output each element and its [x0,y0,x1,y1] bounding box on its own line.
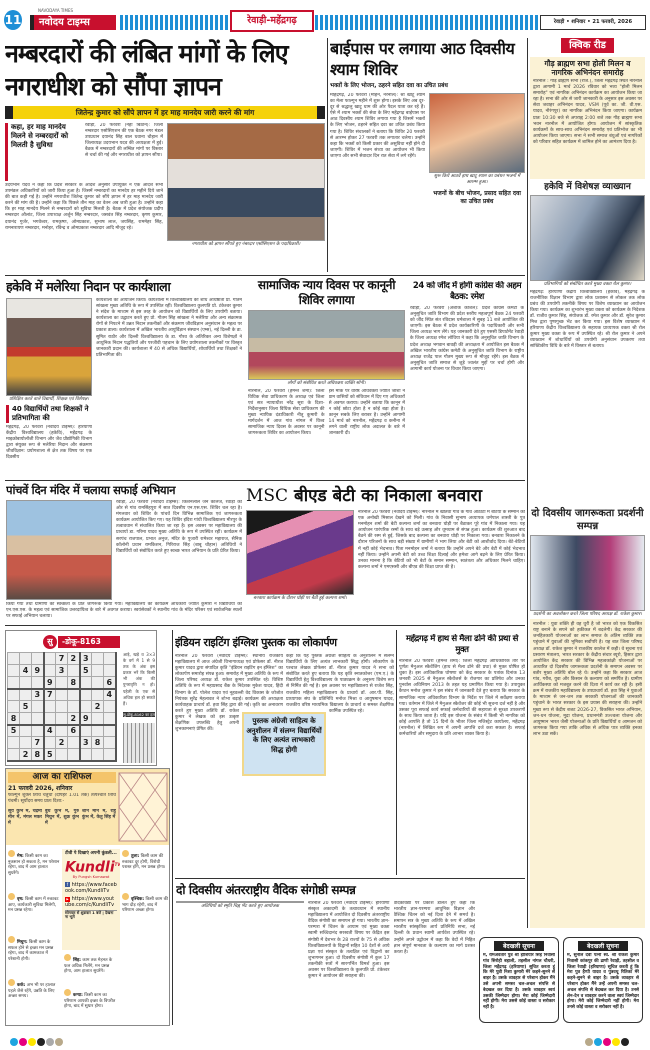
book-pullquote: पुस्तक अंग्रेजी साहित्य के अनुशीलन में संलग्न विद्यार्थियों के लिए अत्यंत लाभकारी सिद्ध होगी [242,712,326,776]
sudoku-cell[interactable] [68,737,80,749]
quick-read-title-3: दो दिवसीय जागरूकता प्रदर्शनी सम्पन्न [531,507,644,532]
zodiac-icon [122,893,129,900]
zodiac-icon [64,989,71,996]
sudoku-instructions: आड़े, खड़े व 3×3 के वर्ग में 1 से 9 तक के अंक इस प्रकार भरें कि किसी भी अंक की पुनरावृत्ति न हो। पहेली के एक से अधिक हल हो सकते हैं। [123,652,155,706]
vedic-body-2: वैदिकविद्या पर प्रकाश डालते हुए कहा कि भारतीय ज्ञान-परम्परा आधुनिक विज्ञान और वैश्विक चिंतन को नई दिशा देने में समर्थ है। समापन सत्र के मुख्य अतिथि के रूप में अखिल भारतीय सांस्कृतिक आर्य प्रतिनिधि सभा, नई दिल्ली के प्रधान स्वामी आर्यवेश उपस्थित रहे। उन्होंने अपने उद्बोधन में कहा कि वेदों में निहित ज्ञान संपूर्ण मानवता के कल्याण का मार्ग प्रशस्त करता है। [393,901,475,955]
sudoku-cell[interactable]: 7 [44,689,56,701]
sudoku-cell[interactable]: 2 [68,713,80,725]
rashi-name: मेष: [17,854,24,859]
sudoku-solution-grid [123,723,155,763]
zodiac-icon [8,893,15,900]
vedic-caption: अतिथियों को स्मृति चिह्न भेंट करते हुए आयोजक [201,904,279,909]
rashi-item [122,850,168,890]
book-story [175,636,394,874]
shyam-subhead: भक्तों के लिए भोजन, ठहरने सहित दवा का उचित प्रबंध [330,83,448,89]
maila-story [399,634,525,875]
msc-headline-latin: MSC [246,486,289,506]
dateline: रेवाड़ी • शनिवार • 21 फरवरी, 2026 [540,15,646,30]
lead-photo [167,123,325,241]
sudoku-cell[interactable] [20,677,32,689]
sudoku-cell[interactable] [8,749,20,761]
vedic-body: नारनौल 20 फरवरी (नवोदय टाइम्स): हरियाणा संस्कृत अकादमी के तत्वावधान में स्थानीय महाविद्यालय में आयोजित दो दिवसीय अंतरराष्ट्रीय वैदिक संगोष्ठी का समापन हो गया। भारतीय ज्ञान-परम्परा में चिंतन के आयाम एवं मुख्य वक्ता स्वामी सच्चिदानंद सरस्वती विषय पर केंद्रित इस संगोष्ठी में देशभर के 28 राज्यों के 75 से अधिक विश्वविद्यालयों के विद्वानों सहित 10 देशों से आये प्रज्ञा एवं संस्कृत के तत्वज्ञित एवं विद्वानों का शुभागमन हुआ। दो दिवसीय संगोष्ठी में कुल 17 तकनीकी सत्रों में सारगर्भित विमर्श हुआ। इस अवसर पर विश्वविद्यालय के कुलपति प्रो. टंकेश्वर कुमार ने आयोजन की सराहना की। [308,901,390,980]
sudoku-cell[interactable] [56,701,68,713]
kundli-by: By Pungsh Kumawat [72,875,110,880]
book-headline: इंडियन राइटिंग इंग्लिश पुस्तक का लोकार्पण [175,636,337,649]
sudoku-cell[interactable]: 5 [8,725,20,737]
sudoku-cell[interactable] [104,653,116,665]
vedic-photo-column [176,901,304,1025]
sudoku-cell[interactable]: 3 [32,689,44,701]
sudoku-cell[interactable] [104,725,116,737]
malaria-headline: हकेवि में मलेरिया निदान पर कार्यशाला [6,279,171,294]
youtube-icon: ▶ [66,896,69,901]
sudoku-cell[interactable]: 3 [56,665,68,677]
lead-photo-column [167,123,325,271]
shyam-body: मोहेंद्रगढ़, 20 फरवरी (मोहन, नरनौल): श्री खाटू श्याम का मेला फाल्गुन महीने में शुरू होगा। इसके लिए अब दूर-दूर से श्रद्धालु खाटू धाम की ओर पैदल यात्रा कर रहे हैं। ऐसे में श्याम भक्तों की सेवा के लिए महेंद्रगढ़ बाईपास पर आठ दिवसीय श्याम शिविर लगाया गया है जिसमें भक्तों के लिए भोजन, ठहरने सहित दवा का उचित प्रबंध किया गया है। शिविर संचालकों ने बताया कि शिविर 20 फरवरी से आरम्भ होकर 27 फरवरी तक लगातार चलेगा। उन्होंने कहा कि भक्तों को किसी प्रकार की असुविधा नहीं होने दी जाएगी। शिविर में भजन संध्या का आयोजन भी किया जाएगा और सभी सेवादार दिन रात सेवा में लगे रहेंगे। [330,93,425,159]
sudoku-cell[interactable]: 4 [44,725,56,737]
malaria-kicker: 40 विद्यार्थियों तथा शिक्षकों ने प्रतिभागिता की [6,405,92,423]
sudoku-cell[interactable] [104,749,116,761]
sudoku-cell[interactable]: 8 [32,749,44,761]
maila-body: नारनौल 20 फरवरी (हेमन्त शर्मा): जिला महेंद्रगढ़ आधिकारिक तौर पर पूर्णतः मैनुअल स्कैवेंजिंग (हाथ से मैला ढोने की प्रथा) से मुक्त घोषित हो चुका है। इस आधिकारिक घोषणा को केंद्र सरकार के पत्रांक दिनांक 13 जनवरी 2025 से नैनुअल स्कैवेंजर्स के रोजगार का प्रतिषेध और उनका पुनर्वास अधिनियम 2013 के तहत यह प्रमाणित किया गया है। उपायुक्त कैप्टन मनोज कुमार ने इस संबंध में जानकारी देते हुए बताया कि सरकार के सामाजिक न्याय अधिकारिता विभाग के निर्देश पर जिले में सर्वेक्षण कराया गया। वर्तमान में जिले में मैनुअल स्कैवेंजर की कोई भी सूचना दर्ज नहीं है और उसका पूरा सफाई कार्य सफाई कर्मचारियों की सहायता से सुरक्षा उपकरणों के साथ किया जाता है। यदि इस योजना के संबंध में किसी भी नागरिक को कोई आपत्ति है तो 15 दिनों के भीतर जिला मजिस्ट्रेट कार्यालय, महेंद्रगढ़ (नारनौल) में लिखित रूप में अपनी आपत्ति दर्ज करा सकता है। सफाई कर्मचारियों और समुदाय के प्रति आभार व्यक्त किया है। [399,659,525,738]
lead-story [5,37,325,271]
sudoku-cell[interactable] [104,665,116,677]
sudoku-cell[interactable] [20,713,32,725]
rashifal-date: 21 फरवरी 2026, शनिवार [8,785,73,792]
rashi-text: काम तक मेहनत के फल अधिक मिलेंगे, मन प्रसन्न होगा, आम हालात सुधरेंगे। [64,958,113,975]
malaria-caption: प्रशिक्षित करते वाले विद्यार्थी, शिक्षक एवं विशेषज्ञ। [9,397,89,402]
eviction-notice-title: बेदखली सूचना [494,941,544,951]
rashi-name: कन्या: [73,993,83,998]
quick-read-title-1: गौड़ ब्राह्मण सभा होली मिलन व नागरिक अभिनंदन समारोह [544,59,631,77]
lead-headline: नम्बरदारों की लंबित मांगों के लिए नगराधीश को सौंपा ज्ञापन [5,39,288,101]
zodiac-icon [64,954,71,961]
sudoku-cell[interactable]: 8 [92,737,104,749]
sudoku-cell[interactable] [68,689,80,701]
sudoku-cell[interactable] [20,653,32,665]
samajik-caption: लोगों को संबोधित करते अधिवक्ता व्यक्ति सोनी। [287,381,366,386]
sudoku-cell[interactable] [56,749,68,761]
sudoku-cell[interactable] [32,725,44,737]
sudoku-cell[interactable] [32,701,44,713]
exhibition-caption: प्रदर्शनी का अवलोकन करते जिला परिषद अध्यक्ष डॉ. राकेश कुमार। [533,611,642,617]
sudoku-cell[interactable] [80,689,92,701]
sudoku-title: -डोकू-8163 [58,636,120,648]
maila-headline: महेंद्रगढ़ में हाथ से मैला ढोने की प्रथा से मुक्त [405,634,519,655]
sudoku-cell[interactable]: 2 [20,749,32,761]
sudoku-cell[interactable] [56,713,68,725]
malaria-left-column [6,298,92,476]
sudoku-cell[interactable]: 6 [68,725,80,737]
msc-headline [246,485,525,507]
sudoku-cell[interactable]: 7 [32,737,44,749]
sudoku-cell[interactable]: 3 [80,737,92,749]
kundli-tv: TV [114,861,120,867]
zodiac-icon [122,850,129,857]
malaria-body-2: महेंद्रगढ़, 20 फरवरी (नवोदय टाइम्स): हरियाणा केंद्रीय विश्वविद्यालय (हकेवि), महेंद्रगढ़ के माइक्रोबायोलॉजी विभाग और जैव प्रौद्योगिकी विभाग द्वारा संयुक्त रूप से मलेरिया निदान और संक्रमण जीवविज्ञान: प्रयोगशाला से क्षेत्र तक विषय पर एक दिवसीय [6,424,92,461]
lead-top-row [5,123,163,181]
sudoku-cell[interactable]: 3 [80,653,92,665]
sudoku-badge: सु [43,635,57,649]
rashi-text: किसी काम का नुकसान हो सकता है, मन परेशान रहेगा, बाद में आम हालात सुधरेंगे। [8,854,60,876]
vedic-photo [176,901,304,903]
shyam-caption: शुरू किये आठवें हाथ खाटू श्याम का प्रबंधन भजनों में आरम्भ हुआ। [433,174,521,185]
sudoku-cell[interactable] [44,737,56,749]
facebook-link[interactable] [65,882,117,894]
rashi-item [64,954,118,987]
rashi-text: किसी काम में रुकावट आए, कार्यकारी सुविधा मिलेगी, मन प्रसन्न रहेगा। [8,897,59,914]
sudoku-cell[interactable] [56,725,68,737]
rashi-text: किसी काम का परिणाम आपकी इच्छा के विपरीत होगा, बाद में सुधार होगा। [64,993,116,1010]
color-registration-marks-right [585,1031,630,1050]
shyam-photo [429,93,525,173]
rashi-text: किसी काम की रुकावट दूर होगी, विरोधी परास्त होंगे, मन प्रसन्न होगा। [122,854,166,871]
samajik-photo [248,310,405,380]
rashi-item [8,936,60,976]
header-stripes [120,15,538,30]
safai-story [6,483,242,621]
rashi-text: अभ भी पर हालात पहले जैसे रहेंगे, उन्नति के लिए अच्छा समय। [8,983,56,1000]
zodiac-icon [8,979,15,986]
shyam-content [330,93,525,272]
sudoku-cell[interactable] [8,677,20,689]
lead-body: उदयभान यदव ने कहा कि प्रदेश सरकार के आदेश अनुसार उपायुक्त ने एक आदेश सभी उपमंडल अधिकारियों को जारी किया हुआ है। जिसमें नम्बरदारों का मानदेय हर महीने दिये जाने की बात कही गई है। उन्होंने नगराधीश जितेन्द्र कुमार को सौंपे ज्ञापन में हर माह मानदेय जारी करने की मांग की है। उन्होंने कहा कि पिछले तीन माह का वेतन अब जारी हुआ है। उन्होंने कहा कि हर माह मानदेय मिलने से नम्बरदारों को सुविधा मिलती है। बैठक में प्रदेश संयोजक प्रदीप नम्बरदार औलांट, जिला उपाध्यक्ष अर्जुन सिंह नम्बरदार, जसवंत सिंह नम्बरदार, कृष्ण कुमार, दयानंद गुर्जर, भगवेश्वर, रामकृष्ण, ओमप्रकाश, सुभाष लाल, जयसिंह, राममेहर सिंह, रामनारायण नम्बरदार, मनोहर, रविन्द्र व ओमप्रकाश नम्बरदार आदि मौजूद रहे। [5,183,163,231]
msc-caption: बनवारा कार्यक्रम के दौरान घोड़ी पर बैठी हुई कल्पना शर्मा। [253,596,347,601]
sudoku-cell[interactable]: 2 [68,653,80,665]
book-body-text: नारनौल 20 फरवरी (नवोदय टाइम्स): स्थानीय राजकीय महाविद्यालय में आज अंग्रेजी विभागाध्यक्ष एवं प्रोफेसर डॉ. नीरज कुमार यादव द्वारा संपादित कृति "इंडियन राइटिंग इन इंग्लिश" का लोकार्पण समारोह संपन्न हुआ। समारोह में मुख्य अतिथि के रूप में जिला परिषद अध्यक्ष डॉ. राकेश कुमार उपस्थित रहे। विशिष्ट अतिथि के रूप में महाप्रसाद बैंक के निदेशक मुकेश यादव, हिंदी विभाग के डॉ. पोलेश यादव एवं नूहवल्ली वेद विकास के जोजोत नियंत्रक सुरेंद्र मेहलावत ने शोभा बढ़ाई। कार्यक्रम की अध्यक्षता कार्यवाहक प्राचार्य डॉ. हवा सिंह द्वारा की गई। कृति का अनावरण करते हुए मुख्य अतिथि डॉ. राकेश कुमार ने लेखक को इस उत्कृष्ट शैक्षणिक उपलब्धि हेतु अपनी शुभकामनाएं प्रेषित कीं। [175,654,283,733]
sudoku-cell[interactable]: 4 [104,689,116,701]
safai-headline: पांचवें दिन मंदिर में चलाया सफाई अभियान [6,483,176,497]
malaria-story [6,279,242,476]
rashi-text: किसी काम के सफल होने से इच्छा मन प्रसन्न रहेगा, बाद में कामकाज में परेशानी होगी। [8,940,54,962]
edition-label: रेवाड़ी-महेंद्रगढ़ [230,10,314,32]
sudoku-cell[interactable] [92,689,104,701]
sudoku-cell[interactable]: 7 [56,653,68,665]
sudoku-cell[interactable] [80,749,92,761]
sudoku-cell[interactable] [44,665,56,677]
sudoku-cell[interactable] [20,689,32,701]
shyam-photo-column [429,93,525,272]
sudoku-cell[interactable] [8,653,20,665]
samajik-body-2: इस मौके पर वरिष्ठ अधिवक्ता ज्योति जोशी ने ग्राम वासियों को संविधान में दिए गए अधिकारों से अवगत कराया। उन्होंने बताया कि कानून में न कोई छोटा होता है न कोई बड़ा होता है। कानून सबके लिए बराबर है। उन्होंने आगामी 14 मार्च को नारनौल, महेंद्रगढ़ व कनीना में लगने वाली राष्ट्रीय लोक अदालत के बारे में जानकारी दी। [328,388,405,437]
malaria-photo [6,298,92,396]
quick-read-body-1: नारनौल : गौड़ ब्राह्मण सभा (रजि.), जिला महेंद्रगढ़ स्थित नारनौल द्वारा आगामी 1 मार्च 2026 रविवार को भव्य "होली मिलन समारोह" एवं नागरिक अभिनंदन कार्यक्रम का आयोजन किया जा रहा है। सभा की ओर से जारी जानकारी के अनुसार इस अवसर पर सेवा जवाहर अभिनंदन यादव, VSM (पूर्व का. जी. वी.एस. यादव, नौरंगपुर) का नागरिक अभिनंदन किया जाएगा। कार्यक्रम प्रातः 10:30 बजे से अपराह्न 2:00 बजे तक गौड़ ब्राह्मण सभा भवन नारनौल में आयोजित होगा। आयोजन में सांस्कृतिक कार्यक्रमों के साथ-साथ अभिनंदन समारोह एवं प्रतिभोज का भी आयोजन किया जाएगा। सभा ने सभी समाज बंधुओं एवं नागरिकों को परिवार सहित कार्यक्रम में शामिल होने का आमंत्रण दिया है। [533,79,642,145]
rashi-item [64,989,118,1023]
sudoku-cell[interactable]: 4 [20,665,32,677]
rashi-name: तुला: [131,854,140,859]
rashi-name: मिथुन: [17,940,28,945]
quick-read-body-2: महेंद्रगढ़: हरियाणा केंद्रीय विश्वविद्यालय (हकेवि), महेंद्रगढ़ के राजनीतिक विज्ञान विभाग द्वारा लोक प्रशासन से लोकल तक लोक प्रबंध की उपयोगी तकनीकें विषय पर विशेष व्याख्यान का आयोजन किया गया। कार्यक्रम का शुभारंभ मुख्य वक्ता को कार्यक्रम के निदेशक डॉ. राजीव कुमार सिंह, संयोजक डॉ. रमेश कुमार और डॉ. सुरेश कुमार मिश्र द्वारा पुष्पगुच्छ भेंट कर किया गया। इस विशेष व्याख्यान में हरियाणा केंद्रीय विश्वविद्यालय के सहायक प्राध्यापक वक्ता श्री रोल कुमार मुख्य वक्ता के रूप में उपस्थित रहे। श्री रोल कुमार ने अपने व्याख्यान में शोधार्थियों को उपयोगी अनुसंधान उपकरण तथा सांख्यिकीय विधि के बारे में विस्तार से बताया। [530,289,645,350]
samajik-headline: सामाजिक न्याय दिवस पर कानूनी शिविर लगाया [257,278,396,307]
eviction-notice-2 [563,937,643,1023]
sudoku-cell[interactable] [44,653,56,665]
exhibition-photo [530,535,645,611]
shyam-inset-title: भजनों के बीच भोजन, प्रसाद सहित दवा का उचित प्रबंध [433,190,521,206]
msc-photo-column [246,510,354,621]
rashi-item [8,893,60,933]
sudoku-cell[interactable]: 5 [44,749,56,761]
sudoku-cell[interactable] [80,677,92,689]
sudoku-cell[interactable]: 5 [80,665,92,677]
msc-content [246,510,525,621]
sudoku-cell[interactable] [20,725,32,737]
rashifal-planet-2: बुध कुंभ में, गुरु मिथुन में, शुक्र कुंभ में [45,809,79,827]
kundli-logo [65,857,120,876]
sudoku-cell[interactable] [20,737,32,749]
quick-read-label: क्विक रीड [561,38,614,53]
facebook-url: https://www.facebook.com/KundliTv [65,881,117,894]
sudoku-cell[interactable]: 8 [8,713,20,725]
sudoku-cell[interactable] [92,725,104,737]
kundli-promo-box [62,849,120,950]
sudoku-cell[interactable] [104,701,116,713]
vedic-content [176,901,475,1025]
quick-read-title-2: हकेवि में विशेषज्ञ व्याख्यान [544,182,631,192]
sudoku-solution-title: सु-डोकू-8162 का हल [123,712,155,717]
rashi-item [8,979,60,1021]
eviction-notice-body: मैं, रामअवतार पुत्र श्री होशियार सिंह निवासी गांव सिरोही बहाली, तहसील नांगल चौधरी, जिला महेंद्रगढ़ (हरियाणा) सूचित करता हूं कि मेरे पुत्री निशा कुमारी मेरे कहने-सुनने से बाहर है। उसके व्यवहार से परेशान होकर मैंने उसे अपनी समस्त चल-अचल संपत्ति से बेदखल कर दिया है। उसके व्यवहार स्वयं उसकी जिम्मेदार होगा। मेरा कोई जिम्मेदारी नहीं होगी। मेरा उससे कोई वास्ता व सरोकार नहीं है। [483,953,555,1011]
safai-content [6,500,242,600]
quick-read-box [530,57,645,179]
rashi-item [8,850,60,890]
zodiac-icon [8,850,15,857]
brand-small: NAVODAYA TIMES [38,8,74,13]
sudoku-grid[interactable] [7,652,117,762]
rashi-name: वृश्चिक: [131,897,145,902]
sudoku-cell[interactable] [32,653,44,665]
page-number: 11 [4,10,22,30]
sudoku-cell[interactable] [8,701,20,713]
sudoku-cell[interactable] [56,689,68,701]
eviction-notice-body: मैं, सुनील देवी पत्नी स्व. श्री राकेश कुमार निवासी कांकपुर की ढाणी रेवाड़ी, तहसील व जिला रेवाड़ी (हरियाणा) सूचित करती हूं कि मेरा पुत्र हैप्पी यादव व पुत्रवधू रितिका मेरे कहने-सुनने से बाहर है। उसके व्यवहार से परेशान होकर मैंने उन्हें अपनी समस्त चल-अचल संपत्ति से बेदखल कर दिया है। उनसे लेन-देन व व्यवहार करने वाला स्वयं जिम्मेदार होगा। मेरी कोई जिम्मेदारी नहीं होगी। मेरा उनसे कोई वास्ता व सरोकार नहीं है। [567,953,639,1011]
shyam-story [330,38,525,272]
sudoku-cell[interactable] [92,653,104,665]
quick-read-body-3: नारनौल : युवा शक्ति ही वह धुरी है जो भारत को एक विकसित राष्ट्र बनाने के सपने को हकीकत में बदलेगी। केंद्र सरकार की जनहितकारी योजनाओं का लाभ समाज के अंतिम व्यक्ति तक पहुंचाने में युवाओं की भूमिका सर्वोपरि है। यह बात जिला परिषद अध्यक्ष डॉ. राकेश कुमार ने राजकीय कालेज में कही। वे सूचना एवं प्रसारण मंत्रालय, भारत सरकार के केंद्रीय संचार ब्यूरो, हिसार द्वारा आयोजित केंद्र सरकार की विभिन्न महत्वकांक्षी योजनाओं पर आधारित दो दिवसीय जागरूकता प्रदर्शनी के समापन अवसर पर बतौर मुख्य अतिथि बोल रहे थे। उन्होंने कहा कि सरकार आज गांव, गरीब, युवा और किसान के कल्याण को समर्पित है। ग्रामीण आर्थिकस्था को मजबूत करने की दिशा में कार्य कर रही है। इसी क्रम में राजकीय महाविद्यालय के उपप्राचार्य डॉ. हवा सिंह ने युवाओं के माध्यम से जन-जन तक सरकारी योजनाओं की जानकारी पहुंचाने के भारत सरकार के इस प्रयास की सराहना की। उन्होंने मुख्य रूप से केंद्रीय बजट 2026-27, विकसित भारत अभियान, जन-धन योजना, मुद्रा योजना, प्रधानमंत्री उज्ज्वला योजना और आयुष्मान भारत जैसी योजनाओं के प्रति विद्यार्थियों व आमजन को जागरूक किया गया ताकि अधिक से अधिक पात्र व्यक्ति इनका लाभ उठा सकें। [530,619,645,928]
facebook-icon: f [66,881,69,887]
safai-body-2: किया गया तथा ग्रामीणों को स्वच्छता के प्रति जागरूक किया गया। महाविद्यालय की कार्यक्रम अधिकारी ज्योति कुमारी ने विद्यार्थियों को एन.एस.एस. के महत्व एवं सामाजिक उत्तरदायित्व के बारे में अवगत कराया। स्वयंसेवकों ने स्थानीय गांव के मंदिर परिसर एवं सार्वजनिक स्थलों पर सफाई अभियान चलाया। [6,602,242,620]
lead-subhead: जितेन्द्र कुमार को सौंपे ज्ञापन में हर माह मानदेय जारी करने की मांग [5,106,325,119]
sudoku-cell[interactable] [80,725,92,737]
lead-content [5,123,325,271]
kundli-brand: Kundli [65,859,115,876]
sudoku-cell[interactable] [68,665,80,677]
sudoku-cell[interactable] [44,713,56,725]
sudoku-cell[interactable]: 9 [80,713,92,725]
msc-headline-text: बीएड बेटी का निकाला बनवारा [293,486,482,506]
sudoku-cell[interactable] [80,701,92,713]
samajik-body: नारनौल, 20 फरवरी (हेमन्त शर्मा): जिला विधिक सेवा प्राधिकरण के अध्यक्ष एवं जिला एवं सत्र न्यायाधीश नरेंद्र सूरा के दिशा-निर्देशानुसार जिला विधिक सेवा प्राधिकरण की मुख्य न्यायिक दंडाधिकारी नीतू कुमारी के मार्गदर्शन में आज गांव नांगल में विश्व सामाजिक न्याय दिवस के अवसर पर कानूनी जागरूकता शिविर का आयोजन किया। [248,388,325,437]
rashifal-planet-3: शनि मीन में, राहु कुंभ में, केतु सिंह में [82,809,116,821]
sudoku-cell[interactable] [104,713,116,725]
brand-logo: नवोदय टाइम्स [30,15,116,30]
quick-read-column [530,38,645,928]
samajik-story [248,278,405,476]
rashifal-panchang: फाल्गुन शुक्ल तिथि चतुर्थी (दोपहर 1.01 तक) तत्पश्चात तिथि पंचमी। सूर्योदय समय प्रातः दिशा:- [8,793,116,805]
sudoku-cell[interactable] [8,737,20,749]
vedic-story [176,882,475,1025]
sudoku-cell[interactable] [32,677,44,689]
sudoku-cell[interactable] [44,701,56,713]
sudoku-cell[interactable] [56,677,68,689]
zodiac-icon [8,936,15,943]
safai-body: रेवाड़ी, 20 फरवरी (नवोदय टाइम्स): किशनलाल जैन कॉलेज, रेवाड़ी की ओर से गांव रामसिंहपुरा में सात दिवसीय एन.एस.एस. शिविर चल रहा है। मंगलवार को शिविर के पांचवें दिन विभिन्न सामाजिक एवं जागरूकता कार्यक्रम आयोजित किए गए। यह शिविर इंदिरा गांधी विश्वविद्यालय मीरपुर के तत्वावधान में संचालित किया जा रहा है। इस अवसर पर महाविद्यालय की प्राचार्या डा. गरिमा यादव मुख्य अतिथि के रूप में उपस्थित रहीं। कार्यक्रम में सरपंच राजपाल, प्रभात अनुज, मंदिर के पुजारी रामेश्वर महाराज, सैनिक कॉलोनी प्रधान रामकिशन, गिरिराज सिंह (बाबू चौहान) अतिथियों ने विद्यार्थियों को संबोधित करते हुए स्वच्छ भारत अभियान के प्रति प्रेरित किया। [116,500,242,554]
lead-photo-caption: नगराधीश को ज्ञापन सौंपते हुए नंबरदार एसोसिएशन के पदाधिकारी। [191,242,301,247]
sudoku-cell[interactable] [92,665,104,677]
lead-text-column [5,123,163,271]
youtube-link[interactable] [65,896,117,908]
shyam-headline: बाईपास पर लगाया आठ दिवसीय श्याम शिविर [330,39,515,79]
samajik-content [248,389,405,476]
sudoku-cell[interactable]: 9 [44,677,56,689]
malaria-content [6,298,242,476]
rashi-item [122,893,168,933]
sudoku-cell[interactable] [68,749,80,761]
sudoku-cell[interactable]: 9 [32,665,44,677]
sudoku-cell[interactable] [8,689,20,701]
sudoku-cell[interactable] [92,677,104,689]
book-content [175,654,394,874]
congress-headline: 24 को जींद में होगी कांग्रेस की अहम बैठक: रमेश [412,281,522,302]
malaria-body: कार्यशाला का आयोजन किया। कार्यशाला में विश्वविद्यालय की शोध अधिष्ठाता प्रो. गौतम सांखला मुख्य अतिथि के रूप में उपस्थित रहीं। विश्वविद्यालय कुलपति प्रो. टंकेश्वर कुमार ने संदेश के माध्यम से इस तरह के आयोजन को विद्यार्थियों के लिए उपयोगी बताया। कार्यशाला का उद्घाटन करते हुए प्रो. गौतम सिंह सांखला ने मलेरिया और अन्य संक्रामक रोगों से निपटने में उन्नत निदान तकनीकों और संक्रमण जीवविज्ञान अनुसंधान के महत्व पर प्रकाश डाला। कार्यशाला में अखिल भारतीय आयुर्विज्ञान संस्थान (एम्स), नई दिल्ली के डा. सुमित राठौर और दिल्ली विश्वविद्यालय के डा. गौरव के अतिरिक्त अन्य विशेषज्ञों ने आधुनिक निदान पद्धतियों और परजीवी पहचान के लिए प्रयोगशाला तकनीकों पर विस्तृत जानकारी प्रदान की। कार्यशाला में 40 से अधिक विद्यार्थियों, शोधार्थियों तथा शिक्षकों ने प्रतिभागिता की। [96,298,242,358]
msc-body: नारनौल 20 फरवरी (नवोदय टाइम्स): नारनौल में खोतवा गांव के गांव आठाटी में बेटियों के सम्मान की एक अनोखी मिसाल देखने को मिली। गांव के निवासी सुभाष अध्यापक धर्मपाल शास्त्री के पुत्र मनमोहन शर्मा की बेटी कल्पना शर्मा का बनवारा घोड़ी पर बैठाकर पूरे गांव में निकाला गया। यह आयोजन पारंपरिक रस्मों के साथ बड़े उत्साह और धूमधाम से संपन्न हुआ। कार्यक्रम की शुरुआत बाद बैठने की रस्म से हुई, जिसके बाद कल्पना का बनवारा घोड़ी पर निकाला गया। बनवारा निकालने के दौरान परिजनों के साथ बड़ी संख्या में ग्रामीणों ने भाग लिया और बेटी को आशीर्वाद दिया। बेटे-बेटियों में नहीं कोई भेदभाव। पिता मनमोहन शर्मा ने बताया कि उन्होंने अपने बेटे और बेटी में कोई भेदभाव नहीं किया। उन्होंने अपनी बेटी को उच्च शिक्षा दिलाई और हमेशा आगे बढ़ने के लिए प्रेरित किया। उनका मानना है कि बेटियों को भी बेटों के समान सम्मान, स्वतंत्रता और अधिकार मिलने चाहिए। कल्पना शर्मा ने एमएससी और बीएड की शिक्षा प्राप्त की है। [358,510,525,570]
color-registration-marks [10,1031,64,1050]
sudoku-cell[interactable] [32,713,44,725]
rashifal-title: आज का राशिफल [8,772,116,783]
sudoku-cell[interactable]: 2 [56,737,68,749]
lead-body-top: रेवाड़ी, 20 फरवरी (नेहा बिठान): जिला नम्बरदार एसोसिएशन की एक बैठक नगर मंडल उपप्रधान दयानंद सिंह बाल धवाना चौहान में जिलाध्यक्ष उदयभान यदव की अध्यक्षता में हुई। बैठक में नम्बरदारों की लम्बित मांगों पर विस्तार से चर्चा की गई और नगराधीश को ज्ञापन सौंपा। [85,123,163,159]
congress-body: रेवाड़ी, 20 फरवरी (अशोक कौशल): प्रदेश कांग्रेस कमेटी के अनुसूचित जाति विभाग की प्रदेश स्तरीय महत्वपूर्ण बैठक 24 फरवरी को जींद स्थित संत रविदास धर्मशाला में सुबह 11 बजे आयोजित की जाएगी। इस बैठक में प्रदेश कार्यकारिणी के पदाधिकारी और सभी जिला अध्यक्ष भाग लेंगे। यह जानकारी देते हुए एससी डिपार्टमेंट रेवाड़ी के जिला अध्यक्ष रमेश लोधिया ने कहा कि अनुसूचित जाति विभाग के प्रदेश अध्यक्ष भगवान बावड़ी की अध्यक्षता में आयोजित इस बैठक में अखिल भारतीय कांग्रेस कमेटी के अनुसूचित जाति विभाग के राष्ट्रीय अध्यक्ष राजेंद्र पाल गौतम मुख्य रूप से मौजूद रहेंगे। इस बैठक में अनुसूचित जाति समाज से जुड़े ज्वलंत मुद्दों पर चर्चा होगी और आगामी कार्य योजना पर विचार किया जाएगा। [410,306,524,372]
congress-story [410,281,524,477]
book-body-2-text: कहा कि यह पुस्तक अंग्रेजी साहित्य के अनुशीलन में संलग्न विद्यार्थियों के लिए अत्यंत लाभकारी सिद्ध होगी। लोकार्पण के पश्चात लेखक प्रोफेसर डॉ. नीरज कुमार यादव ने सभा को संबोधित करते हुए बताया कि यह कृति स्नातकोत्तर (एम.ए.) के विद्यार्थियों हेतु विश्वविद्यालय के पाठ्यक्रम के अनुरूप विशेष रूप से निर्मित की गई है। इस अवसर पर महाविद्यालय से राजेश सिंह, राजकीय महिला महाविद्यालय के प्राचार्य डॉ. आर.पी. सिंह, प्राध्यापक संघ के प्रतिनिधि मनोज मिश्रा व आयुषमान यादव, राजकीय वरिष्ठ माध्यमिक विद्यालय के प्राचार्य व समस्त शैक्षणिक कार्मिक उपस्थित रहे। [286,654,394,714]
sudoku-cell[interactable]: 8 [68,677,80,689]
msc-story [246,485,525,621]
rashi-name: कर्क: [17,983,26,988]
sudoku-cell[interactable] [92,749,104,761]
kundli-promo: टीवी पे दिखाएं अपनी कुंडली... [65,851,117,856]
lead-kicker: कहा, हर माह मानदेय मिलने से नम्बरदारों को मिलती है सुविधा [5,123,81,181]
msc-photo [246,510,354,595]
sudoku-cell[interactable]: 6 [104,677,116,689]
lecture-photo [530,195,645,281]
safai-photo [6,500,112,600]
lecture-caption: प्रतिभागियों को संबोधित करते मुख्य वक्ता रोल कुमार। [543,282,632,287]
eviction-notice-1 [479,937,559,1023]
vedic-headline: दो दिवसीय अंतरराष्ट्रीय वैदिक संगोष्ठी सम्पन्न [176,883,356,897]
rashi-name: सिंह: [73,958,82,963]
rashi-text: किसी काम की भाग दौड़ रहेगी, बाद में परिणाम अच्छा होगा। [122,897,168,914]
sudoku-cell[interactable] [104,737,116,749]
kundli-show-time: सोमवार से शुक्रवार 1 बजे | देखना ना भूलें [65,910,117,921]
rashi-name: वृष: [17,897,24,902]
eviction-notice-title: बेदखली सूचना [578,941,628,951]
sudoku-cell[interactable] [92,713,104,725]
sudoku-cell[interactable]: 5 [20,701,32,713]
youtube-url: https://www.youtube.com/c/KundliTv [65,895,115,908]
rashifal-planet-1: सूर्य कुंभ में, चंद्रमा मीन में, मंगल मकर में [8,809,42,827]
sudoku-cell[interactable] [8,665,20,677]
kundli-chart [118,772,168,842]
sudoku-cell[interactable] [68,701,80,713]
sudoku-cell[interactable]: 2 [92,701,104,713]
